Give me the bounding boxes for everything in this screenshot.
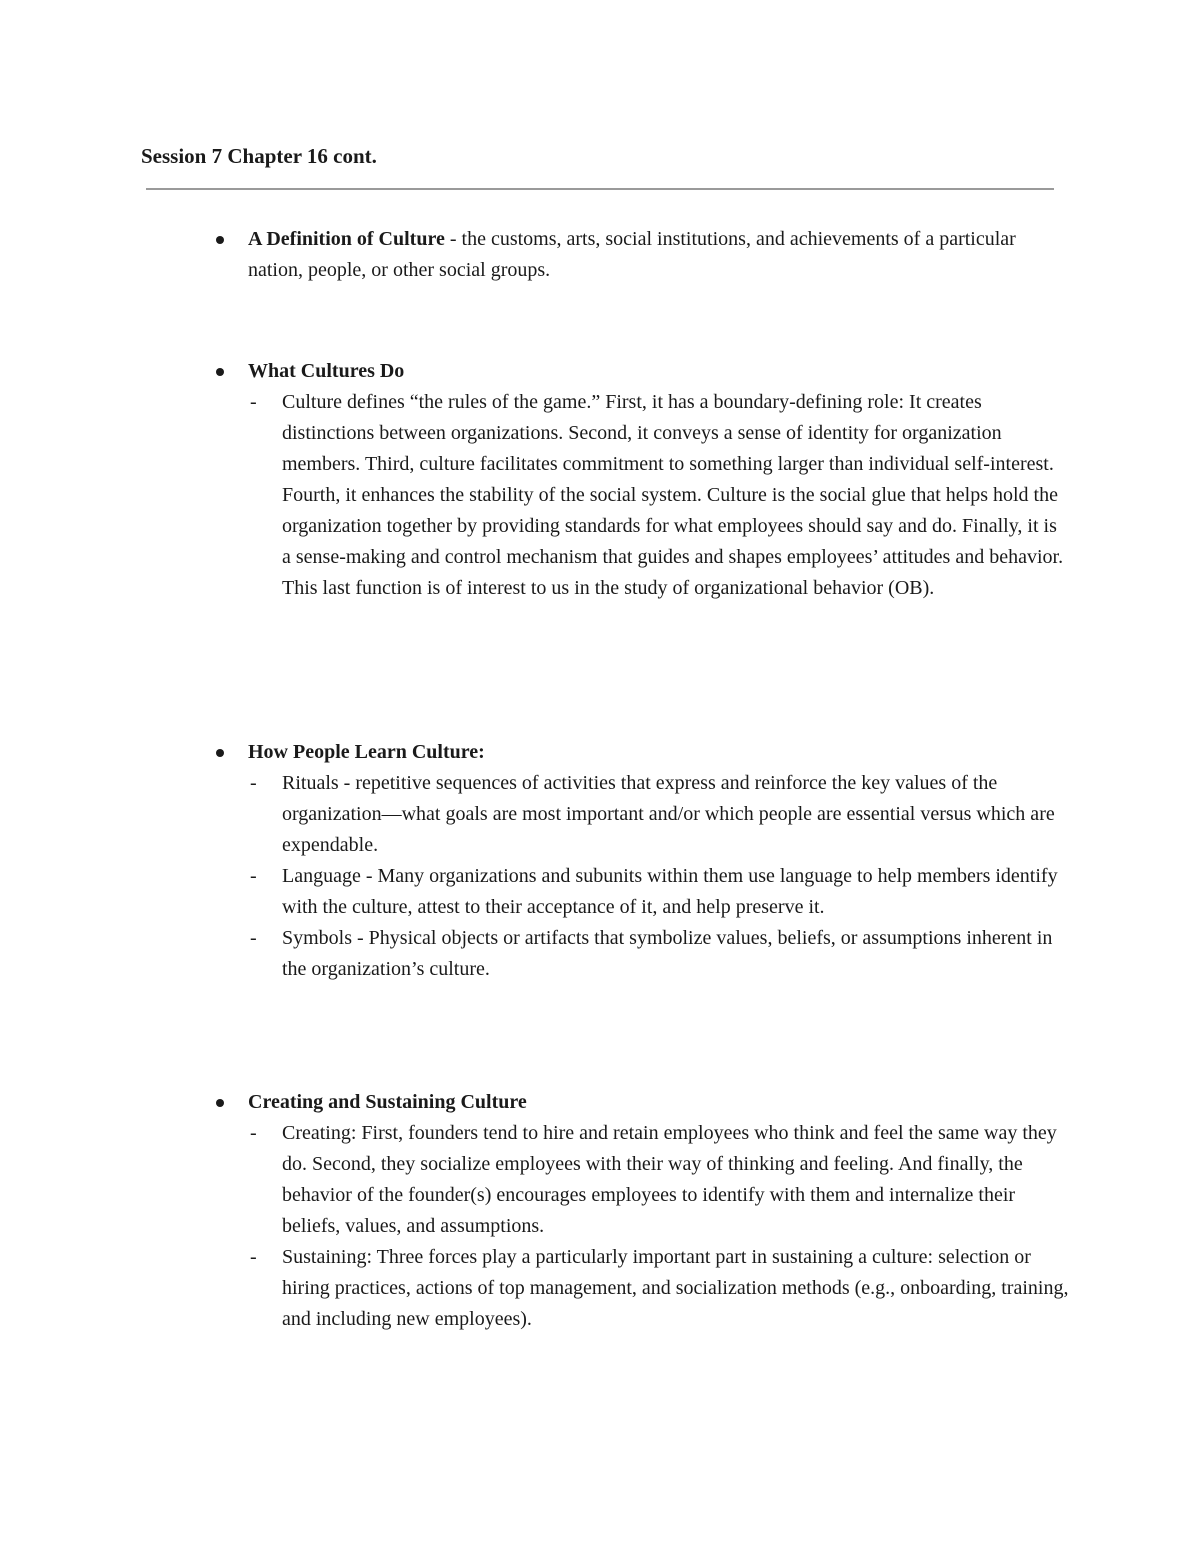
dash-marker: - bbox=[250, 772, 257, 794]
list-item-text: Symbols - Physical objects or artifacts that symbolize values, beliefs, or assumptions inherent in the organization’s culture. bbox=[282, 927, 1053, 980]
section-how-people-learn-culture bbox=[210, 737, 1070, 985]
section-heading: How People Learn Culture: bbox=[248, 741, 485, 763]
dash-marker: - bbox=[250, 865, 257, 887]
list-item bbox=[210, 1242, 1070, 1335]
dash-marker: - bbox=[250, 1246, 257, 1268]
list-item-text: Creating: First, founders tend to hire and retain employees who think and feel the same way they do. Second, they socialize employees with their way of thinking and feeling. And finally, the behavior of the founder(s) encourages employees to identify with them and internalize their beliefs, values, and assumptions. bbox=[282, 1122, 1057, 1237]
list-item bbox=[210, 768, 1070, 861]
page-title: Session 7 Chapter 16 cont. bbox=[141, 144, 377, 168]
list-item bbox=[210, 923, 1070, 985]
list-item-text: Rituals - repetitive sequences of activities that express and reinforce the key values of the organization—what goals are most important and/or which people are essential versus which are expendable. bbox=[282, 772, 1055, 856]
bullet-item bbox=[210, 1087, 1070, 1118]
list-item-text: Language - Many organizations and subunits within them use language to help members identify with the culture, attest to their acceptance of it, and help preserve it. bbox=[282, 865, 1058, 918]
list-item bbox=[210, 387, 1070, 604]
bullet-icon bbox=[216, 1099, 224, 1107]
section-creating-and-sustaining-culture bbox=[210, 1087, 1070, 1335]
list-item-text: Sustaining: Three forces play a particularly important part in sustaining a culture: selection or hiring practices, actions of top management, and socialization methods (e.g., onboarding, training, and including new employees). bbox=[282, 1246, 1069, 1330]
section-heading: What Cultures Do bbox=[248, 360, 405, 382]
section-heading: A Definition of Culture bbox=[248, 228, 445, 250]
section-text: - the customs, arts, social institutions, and achievements of a particular nation, people, or other social groups. bbox=[248, 228, 1016, 281]
dash-marker: - bbox=[250, 927, 257, 949]
list-item bbox=[210, 1118, 1070, 1242]
horizontal-rule bbox=[146, 188, 1054, 190]
sub-list bbox=[210, 387, 1070, 604]
dash-marker: - bbox=[250, 1122, 257, 1144]
section-heading: Creating and Sustaining Culture bbox=[248, 1091, 527, 1113]
section-what-cultures-do bbox=[210, 356, 1070, 604]
bullet-item bbox=[210, 356, 1070, 387]
list-item-text: Culture defines “the rules of the game.” First, it has a boundary-defining role: It creates distinctions between organizations. Second, it conveys a sense of identity for organization members. Third, culture facilitates commitment to something larger than individual self-interest. Fourth, it enhances the stability of the social system. Culture is the social glue that helps hold the organization together by providing standards for what employees should say and do. Finally, it is a sense-making and control mechanism that guides and shapes employees’ attitudes and behavior. This last function is of interest to us in the study of organizational behavior (OB). bbox=[282, 391, 1064, 599]
sub-list bbox=[210, 768, 1070, 985]
dash-marker: - bbox=[250, 391, 257, 413]
bullet-item bbox=[210, 224, 1070, 286]
bullet-icon bbox=[216, 236, 224, 244]
list-item bbox=[210, 861, 1070, 923]
section-definition-of-culture bbox=[210, 224, 1070, 286]
bullet-item bbox=[210, 737, 1070, 768]
bullet-icon bbox=[216, 749, 224, 757]
bullet-icon bbox=[216, 368, 224, 376]
sub-list bbox=[210, 1118, 1070, 1335]
